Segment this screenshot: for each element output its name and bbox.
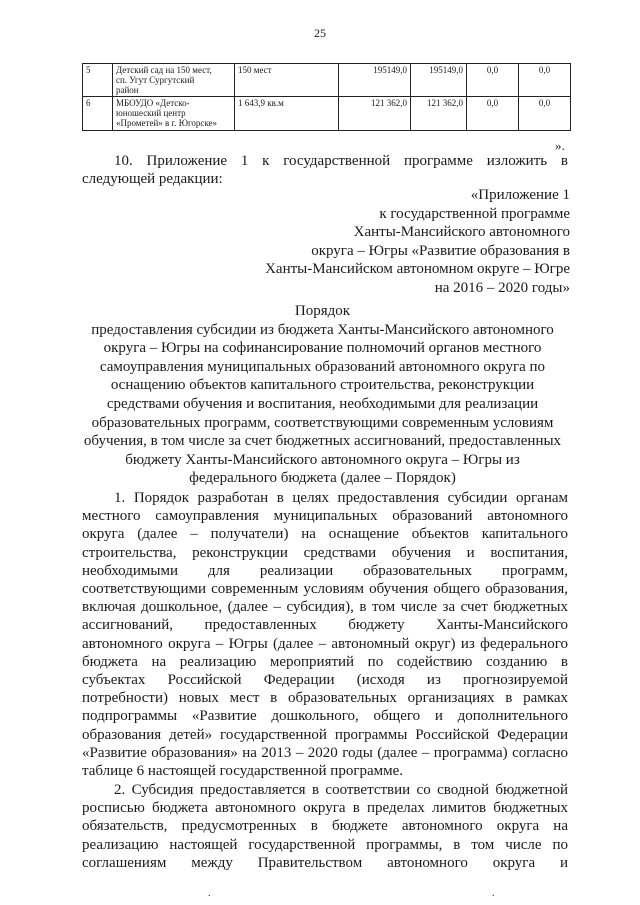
cell-line: Детский сад на 150 мест, bbox=[116, 65, 212, 75]
paragraph-line: округа (далее – получатели) на оснащение объектов капитального bbox=[82, 526, 568, 543]
paragraph-line: 2. Субсидия предоставляется в соответствии со сводной бюджетной bbox=[114, 782, 568, 798]
table-cell-value: 121 362,0 bbox=[339, 97, 411, 131]
appendix-line: к государственной программе bbox=[379, 205, 570, 222]
paragraph-line: обязательств, предусмотренных в бюджете автономного округа на bbox=[82, 818, 568, 835]
table-cell-value: 0,0 bbox=[519, 97, 571, 131]
table-cell-value: 0,0 bbox=[467, 64, 519, 97]
budget-table bbox=[82, 63, 571, 131]
paragraph-line: подпрограммы «Развитие дошкольного, общего и дополнительного bbox=[82, 708, 568, 725]
appendix-line: Ханты-Мансийском автономном округе – Югре bbox=[265, 261, 570, 278]
paragraph-line: следующей редакции: bbox=[82, 171, 223, 187]
table-cell-value: 121 362,0 bbox=[411, 97, 467, 131]
title-line: оснащению объектов капитального строительства, реконструкции bbox=[110, 377, 535, 394]
title-line: самоуправления муниципальных образований автономного округа по bbox=[99, 358, 546, 375]
paragraph-line: образования детей» государственной программы Российской Федерации bbox=[82, 726, 568, 743]
paragraph-line: необходимыми для реализации образовательных программ, bbox=[82, 562, 568, 579]
table-cell-value: 0,0 bbox=[519, 64, 571, 97]
paragraph-line: соответствующими современным условиям обучения общего образования, bbox=[82, 581, 568, 598]
cell-line: сп. Угут Сургутский bbox=[116, 75, 195, 85]
footer-mark: . bbox=[208, 888, 211, 899]
table-cell-number: 5 bbox=[83, 64, 113, 97]
footer-mark: . bbox=[492, 888, 495, 899]
title-line: Порядок bbox=[294, 303, 351, 319]
paragraph-line: строительства, реконструкции средствами обучения и воспитания, bbox=[82, 544, 568, 561]
paragraph-1 bbox=[82, 489, 568, 780]
paragraph-line: реализацию настоящей государственной программы, в том числе по bbox=[82, 836, 568, 853]
title-line: образовательных программ, соответствующими современным условиям bbox=[91, 414, 554, 431]
cell-line: МБОУДО «Детско- bbox=[116, 98, 190, 108]
paragraph-line: бюджета на реализацию мероприятий по содействию созданию в bbox=[82, 653, 568, 670]
table-row bbox=[83, 97, 571, 131]
table-cell-value: 195149,0 bbox=[411, 64, 467, 97]
paragraph-line: автономного округа – Югры (далее – автономный округ) из федерального bbox=[82, 635, 568, 652]
paragraph-line: субъектах Российской Федерации (исходя из прогнозируемой bbox=[82, 672, 568, 689]
title-line: бюджету Ханты-Мансийского автономного округа – Югры из bbox=[125, 451, 520, 468]
table-cell-number: 6 bbox=[83, 97, 113, 131]
page-number: 25 bbox=[314, 26, 326, 40]
paragraph-line: 1. Порядок разработан в целях предоставления субсидии органам bbox=[114, 490, 568, 506]
paragraph-line: включая дошкольное, (далее – субсидия), в том числе за счет бюджетных bbox=[82, 599, 568, 616]
appendix-line: Ханты-Мансийского автономного bbox=[353, 224, 570, 241]
paragraph-line: «Развитие образования» на 2013 – 2020 годы (далее – программа) согласно bbox=[82, 744, 568, 761]
title-line: предоставления субсидии из бюджета Ханты-Мансийского автономного bbox=[91, 321, 554, 338]
title-line: федерального бюджета (далее – Порядок) bbox=[189, 470, 456, 487]
paragraph-line: таблице 6 настоящей государственной программе. bbox=[82, 763, 404, 780]
title-line: обучения, в том числе за счет бюджетных ассигнований, предоставленных bbox=[83, 433, 562, 450]
table-cell-value: 0,0 bbox=[467, 97, 519, 131]
paragraph-line: росписью бюджета автономного округа в пределах лимитов бюджетных bbox=[82, 800, 568, 817]
closing-quote: ». bbox=[555, 138, 565, 153]
table-cell-name bbox=[113, 97, 235, 131]
appendix-line: «Приложение 1 bbox=[470, 187, 570, 203]
document-title bbox=[80, 302, 565, 488]
appendix-line: округа – Югры «Развитие образования в bbox=[311, 242, 570, 259]
table-cell-value: 195149,0 bbox=[339, 64, 411, 97]
table-cell-name bbox=[113, 64, 235, 97]
paragraph-10 bbox=[82, 152, 568, 188]
appendix-reference bbox=[230, 186, 570, 298]
table-cell-capacity: 150 мест bbox=[235, 64, 339, 97]
paragraph-line: местного самоуправления муниципальных образований автономного bbox=[82, 508, 568, 525]
table-cell-capacity: 1 643,9 кв.м bbox=[235, 97, 339, 131]
cell-line: район bbox=[116, 85, 139, 95]
cell-line: юношеский центр bbox=[116, 108, 186, 118]
title-line: округа – Югры на софинансирование полномочий органов местного bbox=[103, 340, 542, 357]
title-line: средствами обучения и воспитания, необходимыми для реализации bbox=[106, 395, 539, 412]
paragraph-line: соглашениям между Правительством автономного округа и bbox=[82, 854, 568, 871]
cell-line: «Прометей» в г. Югорске» bbox=[116, 118, 218, 128]
appendix-line: на 2016 – 2020 годы» bbox=[434, 279, 570, 296]
paragraph-line: ассигнований, предоставленных бюджету Ханты-Мансийского bbox=[82, 617, 568, 634]
table-row bbox=[83, 64, 571, 97]
paragraph-2 bbox=[82, 781, 568, 872]
paragraph-line: 10. Приложение 1 к государственной программе изложить в bbox=[114, 153, 568, 169]
paragraph-line: потребности) новых мест в образовательных организациях в рамках bbox=[82, 690, 568, 707]
